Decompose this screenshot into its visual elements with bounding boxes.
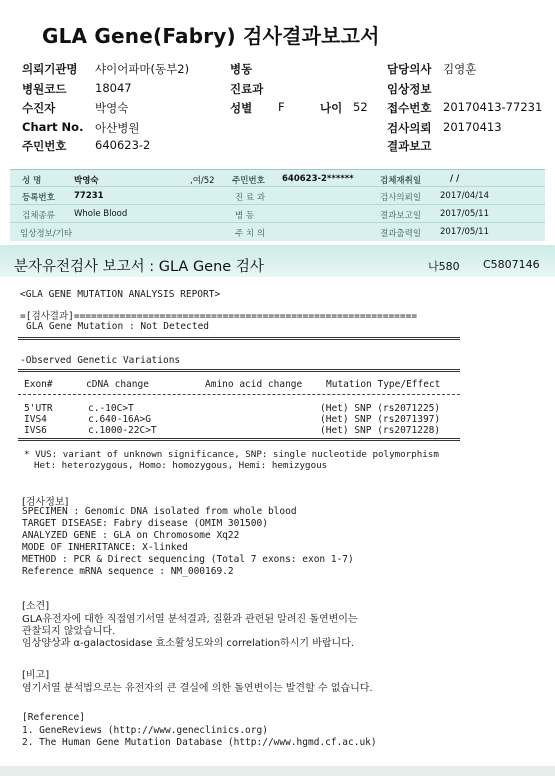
- variant-cdna: c.1000-22C>T: [88, 425, 157, 436]
- sub-value-reinspect: / /: [450, 174, 460, 184]
- opinion-line: 관찰되지 않았습니다.: [22, 626, 116, 637]
- banner-code-1: 나580: [428, 260, 460, 273]
- variant-exon: IVS6: [24, 425, 47, 436]
- col-cdna: cDNA change: [86, 379, 149, 390]
- sub-label-dept: 진 료 과: [235, 193, 266, 203]
- header-value-patient: 박영숙: [95, 101, 129, 115]
- footer-band: [0, 766, 555, 776]
- info-line: ANALYZED GENE : GLA on Chromosome Xq22: [22, 530, 240, 541]
- sub-value-report-date: 2017/05/11: [440, 209, 489, 219]
- sub-label-request-date: 검사의뢰일: [380, 193, 422, 203]
- header-label-institution: 의뢰기관명: [22, 62, 78, 76]
- variant-type: (Het) SNP (rs2071225): [320, 403, 441, 414]
- header-label-request-date: 검사의뢰: [387, 121, 432, 135]
- header-label-hospital-code: 병원코드: [22, 82, 67, 96]
- header-value-doctor: 김영훈: [443, 62, 477, 76]
- variant-type: (Het) SNP (rs2071397): [320, 414, 441, 425]
- sub-label-ward: 병 동: [235, 211, 255, 221]
- sub-value-name: 박영숙: [74, 176, 99, 186]
- sub-value-reg-no: 77231: [74, 191, 104, 201]
- sub-label-doctor: 주 치 의: [235, 229, 266, 239]
- opinion-line: 임상양상과 α-galactosidase 효소활성도와의 correlation하시기 바랍니다.: [22, 638, 355, 649]
- sub-label-clinical: 임상정보/기타: [20, 229, 73, 239]
- header-label-dept: 진료과: [230, 82, 264, 96]
- header-value-sex: F: [278, 100, 285, 114]
- sub-label-specimen: 검체종류: [22, 211, 55, 221]
- header-value-hospital-code: 18047: [95, 81, 132, 95]
- footnote-vus: * VUS: variant of unknown significance, SNP: single nucleotide polymorphism: [24, 449, 439, 460]
- sub-label-name: 성 명: [22, 176, 42, 186]
- header-label-age: 나이: [320, 101, 343, 115]
- info-line: SPECIMEN : Genomic DNA isolated from whole blood: [22, 506, 297, 517]
- sub-value-jumin: 640623-2******: [282, 174, 354, 184]
- result-line: GLA Gene Mutation : Not Detected: [26, 321, 210, 332]
- divider: [18, 369, 460, 372]
- header-label-ward: 병동: [230, 62, 253, 76]
- header-value-resident-no: 640623-2: [95, 138, 151, 152]
- sub-label-jumin: 주민번호: [232, 176, 265, 186]
- variant-type: (Het) SNP (rs2071228): [320, 425, 441, 436]
- info-line: MODE OF INHERITANCE: X-linked: [22, 542, 188, 553]
- sub-value-specimen: Whole Blood: [74, 209, 128, 219]
- header-label-result-report: 결과보고: [387, 139, 432, 153]
- sub-value-sexage: ,여/52: [190, 176, 215, 186]
- observed-head: -Observed Genetic Variations: [20, 355, 181, 366]
- reference-head: [Reference]: [22, 712, 85, 723]
- info-line: METHOD : PCR & Direct sequencing (Total 7 exons: exon 1-7): [22, 554, 354, 565]
- sub-label-reg-no: 등록번호: [22, 193, 55, 203]
- divider: [18, 394, 460, 395]
- header-value-accession-no: 20170413-77231: [443, 100, 543, 114]
- result-section-head: =[검사결과]============================================================: [20, 311, 418, 322]
- variant-exon: IVS4: [24, 414, 47, 425]
- divider: [18, 337, 460, 340]
- variant-cdna: c.640-16A>G: [88, 414, 151, 425]
- patient-info-table: [10, 169, 545, 241]
- banner-code-2: C5807146: [483, 258, 540, 271]
- col-type: Mutation Type/Effect: [326, 379, 441, 390]
- variant-exon: 5'UTR: [24, 403, 53, 414]
- header-label-doctor: 담당의사: [387, 62, 432, 76]
- variant-cdna: c.-10C>T: [88, 403, 134, 414]
- reference-item: 1. GeneReviews (http://www.geneclinics.org): [22, 725, 268, 736]
- sub-label-print-date: 결과출력일: [380, 229, 422, 239]
- header-label-sex: 성별: [230, 101, 253, 115]
- info-line: TARGET DISEASE: Fabry disease (OMIM 301500): [22, 518, 268, 529]
- opinion-head: [소견]: [22, 601, 50, 612]
- header-value-age: 52: [353, 100, 368, 114]
- report-heading: <GLA GENE MUTATION ANALYSIS REPORT>: [20, 289, 221, 300]
- header-label-accession-no: 접수번호: [387, 101, 432, 115]
- reference-item: 2. The Human Gene Mutation Database (http://www.hgmd.cf.ac.uk): [22, 737, 377, 748]
- sub-value-print-date: 2017/05/11: [440, 227, 489, 237]
- divider: [18, 438, 460, 441]
- sub-label-reinspect: 검체재취일: [380, 176, 422, 186]
- col-exon: Exon#: [24, 379, 53, 390]
- sub-value-request-date: 2017/04/14: [440, 191, 489, 201]
- sub-label-report-date: 결과보고일: [380, 211, 422, 221]
- banner-title: 분자유전검사 보고서 : GLA Gene 검사: [14, 259, 264, 275]
- note-line: 염기서열 분석법으로는 유전자의 큰 결실에 의한 돌연변이는 발견할 수 없습니다.: [22, 683, 373, 694]
- header-value-request-date: 20170413: [443, 120, 502, 134]
- header-label-patient: 수진자: [22, 101, 56, 115]
- info-line: Reference mRNA sequence : NM_000169.2: [22, 566, 234, 577]
- header-label-chart-no: Chart No.: [22, 120, 84, 134]
- header-label-resident-no: 주민번호: [22, 139, 67, 153]
- footnote-zygosity: Het: heterozygous, Homo: homozygous, Hemi: hemizygous: [34, 460, 328, 471]
- header-label-clinical-info: 임상정보: [387, 82, 432, 96]
- col-amino: Amino acid change: [205, 379, 303, 390]
- opinion-line: GLA유전자에 대한 직접염기서열 분석결과, 질환과 관련된 알려진 돌연변이는: [22, 614, 358, 625]
- note-head: [비고]: [22, 670, 50, 681]
- header-value-institution: 샤이어파마(동부2): [95, 62, 190, 76]
- header-value-chart-no: 아산병원: [95, 121, 140, 135]
- report-title: GLA Gene(Fabry) 검사결과보고서: [42, 24, 380, 48]
- info-head: [검사정보]: [22, 497, 69, 508]
